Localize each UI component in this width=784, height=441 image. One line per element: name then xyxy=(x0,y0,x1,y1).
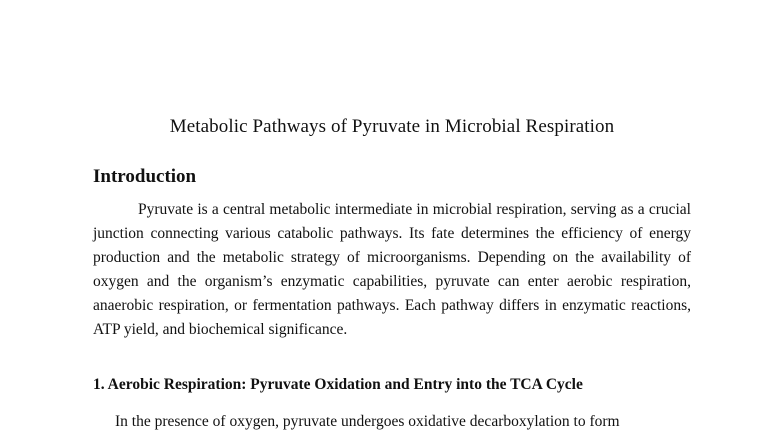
section-heading-introduction: Introduction xyxy=(93,166,197,187)
document-title: Metabolic Pathways of Pyruvate in Microbial Respiration xyxy=(169,116,615,137)
subsection-heading-aerobic: 1. Aerobic Respiration: Pyruvate Oxidation and Entry into the TCA Cycle xyxy=(93,376,583,393)
aerobic-paragraph: In the presence of oxygen, pyruvate undergoes oxidative decarboxylation to form xyxy=(115,413,620,430)
intro-paragraph: Pyruvate is a central metabolic intermediate in microbial respiration, serving as a crucial junction connecting various catabolic pathways. Its fate determines the efficiency of energy production and the metabolic strategy of microorganisms. Depending on the availability of oxygen and the organism’s enzymatic capabilities, pyruvate can enter aerobic respiration, anaerobic respiration, or fermentation pathways. Each pathway differs in enzymatic reactions, ATP yield, and biochemical significance. xyxy=(93,201,691,338)
